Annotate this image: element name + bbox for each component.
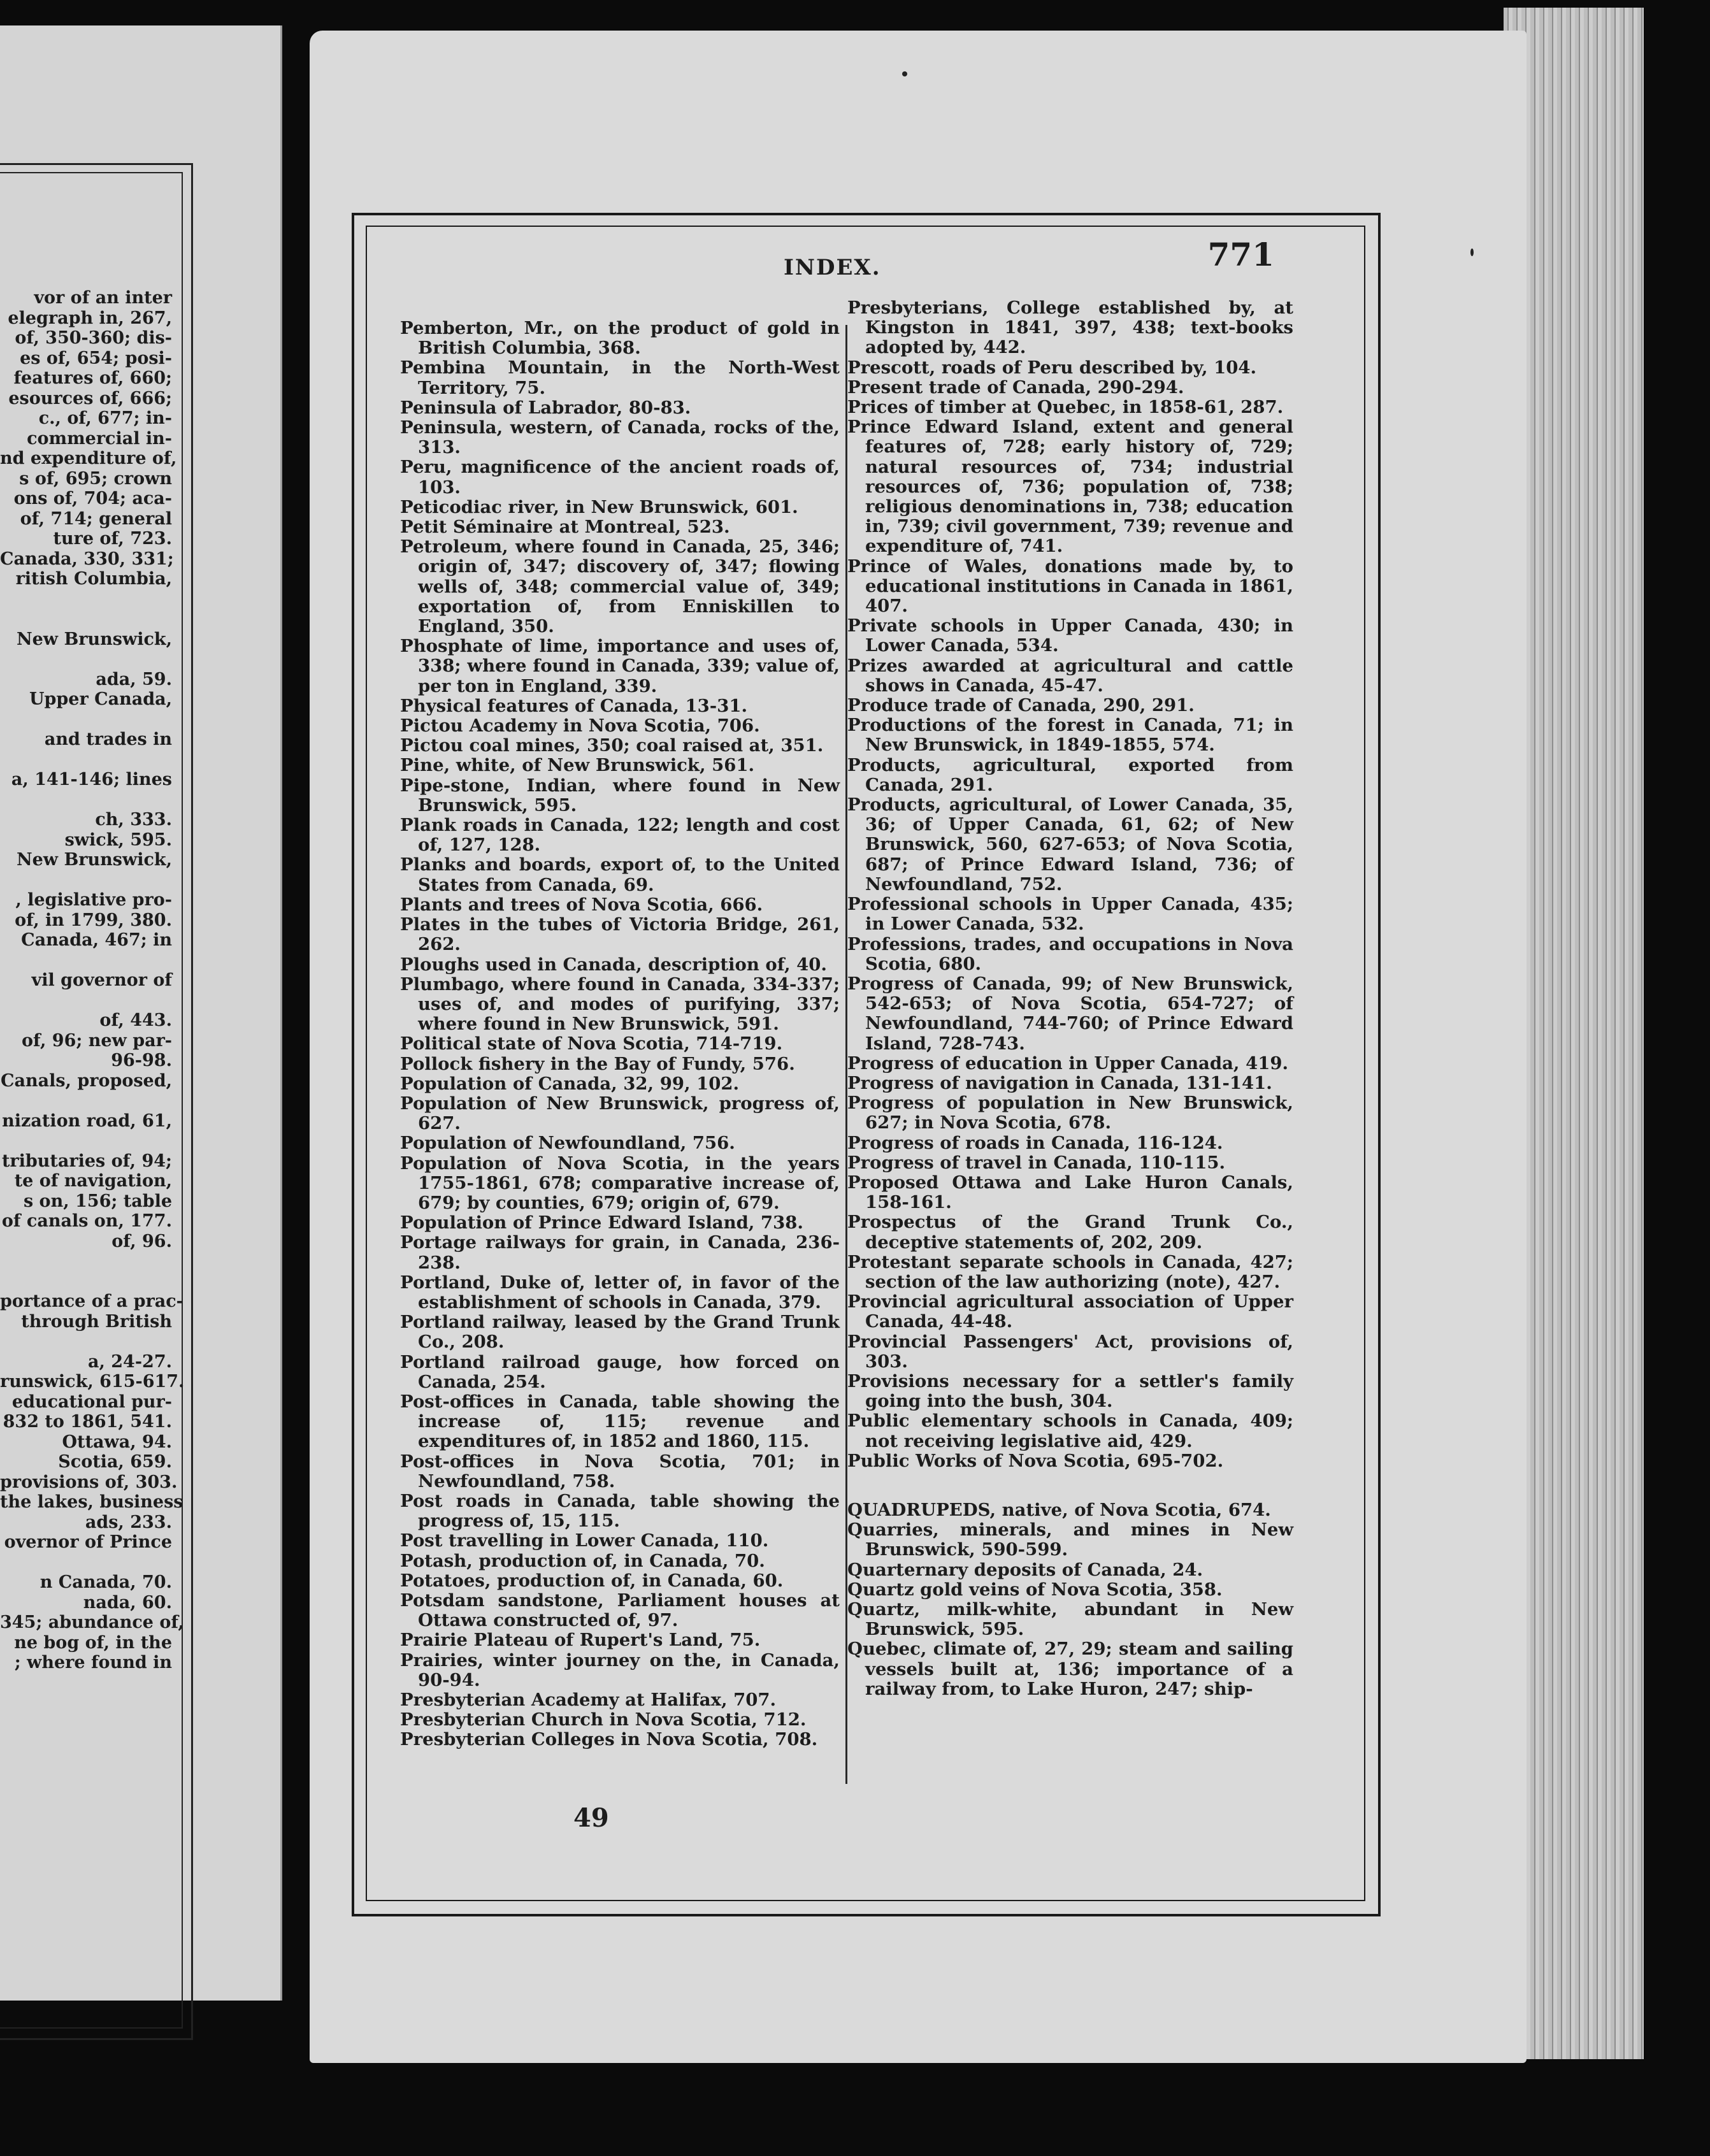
index-entry: Population of Prince Edward Island, 738. [400,1212,803,1233]
facing-page-line: commercial in- [27,428,172,449]
index-entry: Quarternary deposits of Canada, 24. [847,1559,1203,1580]
facing-page-line: Canada, 467; in [21,930,172,950]
facing-page-line: ritish Columbia, [15,569,172,589]
index-entry: Presbyterian Colleges in Nova Scotia, 708. [400,1729,818,1750]
index-entry: Plank roads in Canada, 122; length and cost of, 127, 128. [400,815,840,856]
print-speck [902,71,907,76]
index-entry: Pictou Academy in Nova Scotia, 706. [400,715,760,737]
facing-page-line: ada, 59. [96,669,172,689]
facing-page-line: n Canada, 70. [40,1572,172,1592]
index-entry: Products, agricultural, exported from Canada, 291. [847,754,1293,795]
index-entry: Plumbago, where found in Canada, 334-337; uses of, and modes of purifying, 337; where found in New Brunswick, 591. [400,974,840,1035]
index-entry: Public Works of Nova Scotia, 695-702. [847,1450,1224,1471]
facing-page-line: 96-98. [111,1051,172,1070]
facing-page-line [0,1553,172,1573]
index-entry: Prospectus of the Grand Trunk Co., deceptive statements of, 202, 209. [847,1212,1293,1253]
index-entry: Presbyterians, College established by, at Kingston in 1841, 397, 438; text-books adopted by, 442. [847,298,1293,358]
index-entry: Progress of Canada, 99; of New Brunswick, 542-653; of Nova Scotia, 654-727; of Newfoundland, 744-760; of Prince Edward Island, 728-743. [847,973,1293,1054]
index-entry: Prices of timber at Quebec, in 1858-61, 287. [847,397,1284,418]
facing-page-line [0,609,172,629]
facing-page-line: ne bog of, in the [14,1632,172,1653]
facing-page-line: educational pur- [11,1391,172,1412]
index-entry: Prince Edward Island, extent and general features of, 728; early history of, 729; natural resources of, 734; industrial resources of, 736; population of, 738; religious denominations in, 738; education in, 739; civil government, 739; revenue and expenditure of, 741. [847,417,1293,557]
facing-page-line: Canals, proposed, [0,1070,172,1091]
index-entry: Progress of roads in Canada, 116-124. [847,1132,1223,1153]
facing-page-line: vil governor of [31,970,172,990]
page-header-title: INDEX. [784,255,881,280]
facing-page-line [0,1332,172,1352]
index-entry: Physical features of Canada, 13-31. [400,695,748,716]
index-section-q [847,1500,1293,1699]
index-entry: Provincial Passengers' Act, provisions of, 303. [847,1331,1293,1372]
facing-page-line [0,991,172,1011]
facing-page-line: of, 96. [111,1231,172,1251]
index-entry: Population of Newfoundland, 756. [400,1133,735,1154]
facing-page-line: of, 96; new par- [21,1030,172,1051]
facing-page-line [0,1131,172,1151]
index-entry: Quebec, climate of, 27, 29; steam and sailing vessels built at, 136; importance of a railway from, to Lake Huron, 247; ship- [847,1639,1293,1699]
facing-page-line: features of, 660; [13,368,172,388]
index-entry: Prairies, winter journey on the, in Canada, 90-94. [400,1649,840,1690]
facing-page-line [0,710,172,730]
signature-mark: 49 [573,1803,609,1833]
index-entry: Presbyterian Church in Nova Scotia, 712. [400,1709,807,1730]
facing-page-line: of canals on, 177. [1,1211,172,1231]
facing-page-line: a, 141-146; lines [11,770,172,789]
facing-page-line: Ottawa, 94. [62,1432,172,1452]
index-entry: Quarries, minerals, and mines in New Brunswick, 590-599. [847,1520,1293,1560]
facing-page-line [0,649,172,670]
index-entry: Private schools in Upper Canada, 430; in Lower Canada, 534. [847,615,1293,656]
index-entry: Proposed Ottawa and Lake Huron Canals, 158-161. [847,1172,1293,1213]
index-entry: Quartz gold veins of Nova Scotia, 358. [847,1579,1223,1600]
facing-page-line [0,951,172,971]
index-entry: Potatoes, production of, in Canada, 60. [400,1570,784,1591]
facing-page-line: ads, 233. [85,1512,172,1532]
facing-page-line: 345; abundance of, [0,1613,184,1632]
facing-page-line: es of, 654; posi- [20,348,172,368]
index-entry: Petit Séminaire at Montreal, 523. [400,517,730,538]
facing-page-line: nd expenditure of, [0,449,177,468]
index-column-left [400,319,840,1750]
facing-page-line: and trades in [44,729,172,749]
facing-page-line: esources of, 666; [8,388,172,408]
index-entry: Potsdam sandstone, Parliament houses at Ottawa constructed of, 97. [400,1590,840,1631]
facing-page-line [0,1251,172,1272]
index-entry: Portland, Duke of, letter of, in favor of the establishment of schools in Canada, 379. [400,1272,840,1312]
index-entry: Pollock fishery in the Bay of Fundy, 576. [400,1053,795,1074]
index-entry: Products, agricultural, of Lower Canada, 35, 36; of Upper Canada, 61, 62; of New Brunswick, 560, 627-653; of Nova Scotia, 687; of Prince Edward Island, 736; of Newfoundland, 752. [847,794,1293,895]
facing-page-line: of, 714; general [20,508,172,529]
facing-page-line: overnor of Prince [4,1532,172,1552]
facing-page-line: ons of, 704; aca- [13,489,172,508]
index-entry: Ploughs used in Canada, description of, 40. [400,954,827,975]
index-entry: Population of Nova Scotia, in the years 1755-1861, 678; comparative increase of, 679; by counties, 679; origin of, 679. [400,1153,840,1213]
facing-page-text-fragments [0,288,185,1673]
index-entry: Peninsula of Labrador, 80-83. [400,397,691,418]
facing-page-line [0,750,172,770]
index-entry: Presbyterian Academy at Halifax, 707. [400,1690,777,1711]
index-entry: Professions, trades, and occupations in Nova Scotia, 680. [847,933,1293,974]
facing-page-line: nada, 60. [83,1592,172,1613]
facing-page-line: a, 24-27. [87,1351,172,1372]
index-entry: Phosphate of lime, importance and uses of, 338; where found in Canada, 339; value of, per ton in England, 339. [400,636,840,696]
index-entry: Portland railroad gauge, how forced on Canada, 254. [400,1351,840,1392]
index-entry: Pembina Mountain, in the North-West Territory, 75. [400,357,840,398]
index-entry: Petroleum, where found in Canada, 25, 346; origin of, 347; discovery of, 347; flowing wells of, 348; commercial value of, 349; exportation of, from Enniskillen to England, 350. [400,536,840,637]
facing-page-line: Scotia, 659. [58,1452,172,1472]
index-entry: Quartz, milk-white, abundant in New Brunswick, 595. [847,1599,1293,1640]
facing-page-line: vor of an inter [34,288,172,308]
index-entry: Prairie Plateau of Rupert's Land, 75. [400,1630,761,1651]
print-speck [1470,248,1474,256]
index-entry: Portage railways for grain, in Canada, 236-238. [400,1232,840,1273]
index-entry: Pemberton, Mr., on the product of gold in British Columbia, 368. [400,318,840,359]
facing-page-line: 832 to 1861, 541. [3,1412,172,1432]
facing-page-line: ; where found in [14,1653,172,1672]
facing-page-line: te of navigation, [14,1171,172,1191]
index-entry: QUADRUPEDS, native, of Nova Scotia, 674. [847,1499,1271,1520]
index-entry: Pipe-stone, Indian, where found in New Brunswick, 595. [400,775,840,816]
index-entry: Population of New Brunswick, progress of, 627. [400,1093,840,1134]
facing-page-line: elegraph in, 267, [8,308,172,328]
index-column-right [847,298,1293,1699]
index-entry: Peticodiac river, in New Brunswick, 601. [400,496,798,517]
facing-page-line [0,1091,172,1111]
index-entry: Pictou coal mines, 350; coal raised at, 351. [400,735,824,756]
index-entry: Post travelling in Lower Canada, 110. [400,1530,769,1551]
index-entry: Present trade of Canada, 290-294. [847,377,1184,398]
index-entry: Prescott, roads of Peru described by, 104. [847,357,1257,378]
index-entry: Post-offices in Nova Scotia, 701; in Newfoundland, 758. [400,1451,840,1491]
facing-page-line: the lakes, business [0,1492,183,1512]
facing-page-line: ture of, 723. [53,529,172,549]
index-entry: Professional schools in Upper Canada, 435; in Lower Canada, 532. [847,894,1293,935]
index-section-p [847,298,1293,1471]
index-entry: Provincial agricultural association of Upper Canada, 44-48. [847,1291,1293,1332]
index-entry: Population of Canada, 32, 99, 102. [400,1073,740,1094]
index-entry: Prizes awarded at agricultural and cattle shows in Canada, 45-47. [847,655,1293,696]
facing-page-line: of, 443. [99,1010,172,1030]
index-entry: Productions of the forest in Canada, 71; in New Brunswick, in 1849-1855, 574. [847,715,1293,756]
facing-page-line: of, in 1799, 380. [15,910,172,930]
index-entry: Progress of navigation in Canada, 131-141. [847,1072,1272,1093]
facing-page-line: of, 350-360; dis- [15,328,172,348]
index-entry: Provisions necessary for a settler's family going into the bush, 304. [847,1370,1293,1412]
facing-page-line: s of, 695; crown [19,468,172,489]
facing-page-line: portance of a prac- [0,1291,183,1311]
index-entry: Portland railway, leased by the Grand Trunk Co., 208. [400,1312,840,1353]
facing-page-line: swick, 595. [64,830,172,850]
facing-page-line: New Brunswick, [16,850,172,870]
facing-page-line: Canada, 330, 331; [0,549,174,569]
index-entry: Public elementary schools in Canada, 409; not receiving legislative aid, 429. [847,1411,1293,1451]
index-entry: Peru, magnificence of the ancient roads of, 103. [400,457,840,498]
facing-page-line: ch, 333. [95,810,172,830]
index-entry: Peninsula, western, of Canada, rocks of the, 313. [400,417,840,458]
facing-page-line: runswick, 615-617. [0,1372,185,1391]
facing-page-line: nization road, 61, [2,1110,172,1131]
index-entry: Plates in the tubes of Victoria Bridge, 261, 262. [400,914,840,955]
facing-page-line: Upper Canada, [29,689,172,709]
facing-page-line: through British [21,1311,172,1332]
index-entry: Protestant separate schools in Canada, 427; section of the law authorizing (note), 427. [847,1251,1293,1292]
index-entry: Progress of education in Upper Canada, 419. [847,1053,1289,1074]
index-entry: Produce trade of Canada, 290, 291. [847,695,1195,716]
facing-page-line: , legislative pro- [15,890,172,910]
index-entry: Progress of travel in Canada, 110-115. [847,1152,1226,1173]
facing-page-line [0,790,172,810]
index-entry: Post roads in Canada, table showing the progress of, 15, 115. [400,1490,840,1532]
index-entry: Potash, production of, in Canada, 70. [400,1550,765,1571]
page-number: 771 [1207,236,1274,273]
facing-page-line: s on, 156; table [23,1191,172,1211]
index-entry: Prince of Wales, donations made by, to educational institutions in Canada in 1861, 407. [847,556,1293,617]
facing-page-line: provisions of, 303. [0,1472,178,1492]
index-entry: Pine, white, of New Brunswick, 561. [400,755,755,776]
index-entry: Plants and trees of Nova Scotia, 666. [400,894,763,915]
facing-page-line [0,870,172,891]
index-entry: Planks and boards, export of, to the United States from Canada, 69. [400,854,840,895]
facing-page-line: c., of, 677; in- [38,408,172,428]
facing-page-line: tributaries of, 94; [1,1151,172,1171]
facing-page-line [0,1272,172,1292]
index-entry: Post-offices in Canada, table showing the increase of, 115; revenue and expenditures of, in 1852 and 1860, 115. [400,1391,840,1452]
index-entry: Political state of Nova Scotia, 714-719. [400,1033,783,1054]
facing-page-line: New Brunswick, [16,629,172,649]
section-gap [847,1471,1293,1500]
facing-page-line [0,589,172,610]
index-entry: Progress of population in New Brunswick, 627; in Nova Scotia, 678. [847,1093,1293,1133]
